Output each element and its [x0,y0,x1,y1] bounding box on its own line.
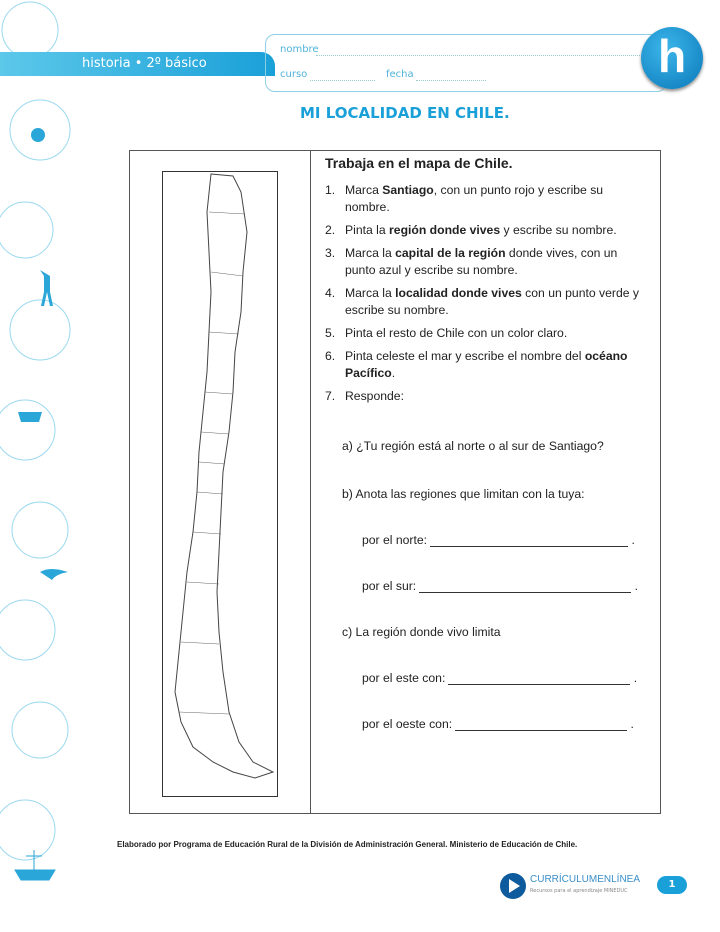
west-answer-row [362,717,634,731]
name-label: nombre [280,44,319,55]
item-number: 7. [325,389,336,403]
decorative-swirls [0,0,80,932]
item-text [345,222,617,239]
south-answer-row [362,579,638,593]
item-text-post: , con un punto rojo y escribe su nombre. [345,183,604,214]
south-answer-line[interactable] [419,592,631,593]
question-a: a) ¿Tu región está al norte o al sur de Santiago? [342,439,604,453]
item-text-post: . [391,366,396,380]
question-c: c) La región donde vivo limita [342,625,501,639]
instruction-item [325,245,650,279]
item-text [345,285,650,319]
chile-map [162,171,278,797]
item-text [345,245,650,279]
item-text-b: Santiago [382,183,434,197]
item-text-pre: Pinta el resto de Chile con un color claro. [345,326,568,340]
item-text-b: región donde vives [389,223,501,237]
item-number: 6. [325,349,336,363]
instruction-item [325,325,650,342]
east-answer-line[interactable] [448,684,630,685]
item-text-pre: Responde: [345,389,404,403]
north-answer-row [362,533,635,547]
west-answer-line[interactable] [455,730,627,731]
credit-text: Elaborado por Programa de Educación Rural de la División de Administración General. Ministerio de Educación de Chile. [117,840,578,849]
globe-icon [31,128,45,142]
period: . [634,579,638,593]
east-label: por el este con: [362,671,446,685]
instruction-item [325,285,650,319]
subject-label: historia • 2º básico [82,56,207,71]
west-label: por el oeste con: [362,717,453,731]
period: . [633,671,638,685]
item-text-b: océano Pacífico [345,349,628,380]
bird-icon [40,569,68,580]
course-field[interactable] [310,70,375,81]
item-text [345,348,650,382]
chile-map-outline [163,172,277,796]
period: . [631,533,635,547]
south-label: por el sur: [362,579,417,593]
item-text-pre: Pinta la [345,223,390,237]
item-text-pre: Pinta celeste el mar y escribe el nombre del [345,349,585,363]
item-text-post: donde vives, con un punto azul y escribe su nombre. [345,246,618,277]
item-text [345,182,650,216]
instructions [325,155,650,411]
item-text-post: y escribe su nombre. [500,223,617,237]
activity-box [129,150,661,814]
period: . [630,717,634,731]
item-text-post: con un punto verde y escribe su nombre. [345,286,639,317]
brand-name: CURRÍCULUMENLÍNEA [530,874,641,885]
item-text-pre: Marca la [345,246,396,260]
ship-icon [15,850,55,880]
item-text-b: capital de la región [395,246,506,260]
brand-subtitle: Recursos para el aprendizaje MINEDUC [530,888,628,894]
item-text-b: localidad donde vives [395,286,522,300]
crown-icon [18,412,42,422]
east-answer-row [362,671,637,685]
item-number: 5. [325,326,336,340]
item-number: 2. [325,223,336,237]
item-text [345,388,404,405]
instructions-heading: Trabaja en el mapa de Chile. [325,155,513,171]
north-answer-line[interactable] [430,546,628,547]
history-logo: h [641,27,703,89]
instruction-item [325,222,650,239]
date-field[interactable] [416,70,486,81]
instruction-item [325,388,650,405]
date-label: fecha [386,69,414,80]
instruction-item [325,182,650,216]
page-title: MI LOCALIDAD EN CHILE. [300,104,510,122]
student-info-box [265,34,667,92]
instruction-item [325,348,650,382]
item-text-pre: Marca la [345,286,396,300]
course-label: curso [280,69,308,80]
north-label: por el norte: [362,533,428,547]
item-text [345,325,567,342]
subject-band [0,52,275,76]
column-divider [310,151,311,813]
question-b: b) Anota las regiones que limitan con la tuya: [342,487,585,501]
name-field[interactable] [316,45,646,56]
item-number: 1. [325,183,336,197]
item-number: 4. [325,286,336,300]
page-number: 1 [657,876,687,894]
play-arrow-icon [498,871,528,901]
item-number: 3. [325,246,336,260]
item-text-pre: Marca [345,183,383,197]
